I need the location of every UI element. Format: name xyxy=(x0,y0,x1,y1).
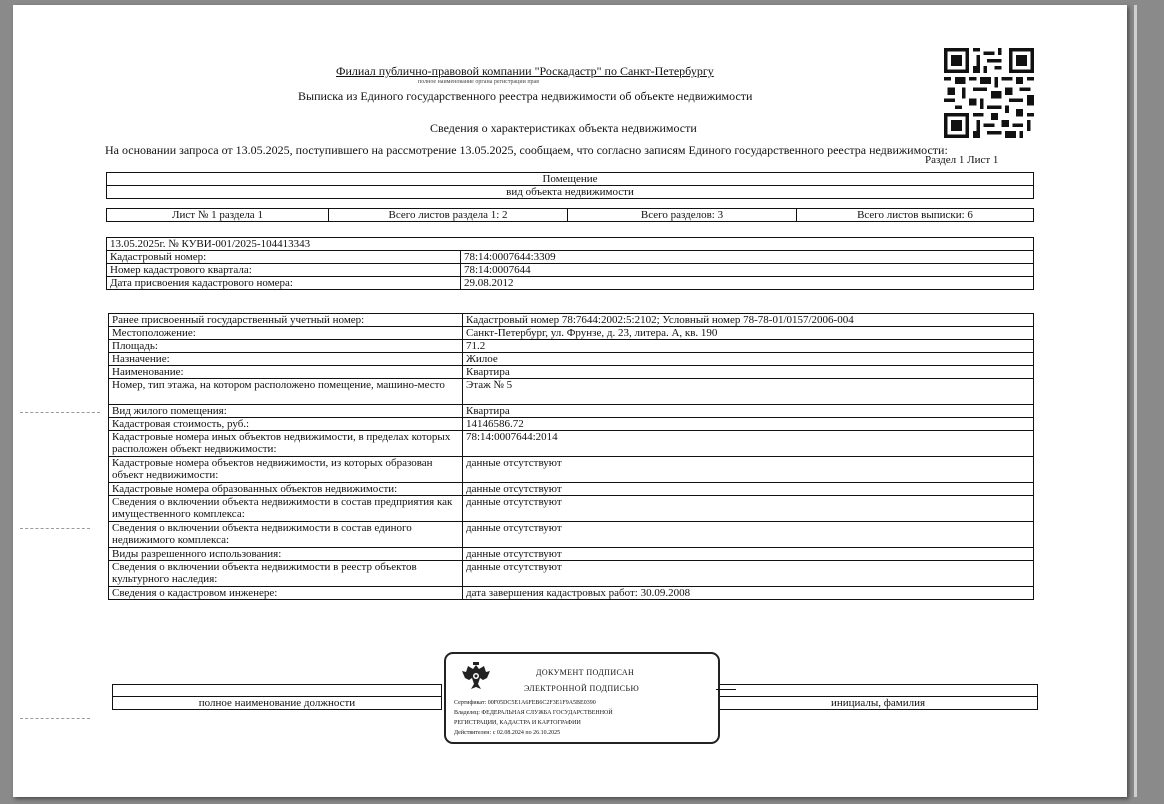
request-basis: На основании запроса от 13.05.2025, поступившего на рассмотрение 13.05.2025, сообщаем, что согласно записям Единого государственного реестра недвижимости: xyxy=(105,143,948,157)
electronic-signature-stamp xyxy=(444,652,720,744)
detail-label: Площадь: xyxy=(109,340,463,353)
stamp-validity: Действителен: с 02.08.2024 по 26.10.2025 xyxy=(454,730,561,736)
detail-label: Назначение: xyxy=(109,353,463,366)
detail-label: Наименование: xyxy=(109,366,463,379)
branch-caption: полное наименование органа регистрации прав xyxy=(418,79,540,85)
detail-label: Ранее присвоенный государственный учетный номер: xyxy=(109,314,463,327)
record-number: 13.05.2025г. № КУВИ-001/2025-104413343 xyxy=(107,238,1034,251)
detail-label: Кадастровые номера иных объектов недвижимости, в пределах которых расположен объект недвижимости: xyxy=(109,431,463,457)
detail-label: Кадастровые номера объектов недвижимости, из которых образован объект недвижимости: xyxy=(109,457,463,483)
sheets-in-section: Всего листов раздела 1: 2 xyxy=(329,209,568,222)
page-edge xyxy=(1134,5,1137,797)
branch-name: Филиал публично-правовой компании "Роскадастр" по Санкт-Петербургу xyxy=(336,64,714,78)
signature-position-box xyxy=(113,685,442,697)
detail-value: 71.2 xyxy=(463,340,1034,353)
scan-noise xyxy=(20,718,90,720)
detail-label: Сведения о включении объекта недвижимости в состав единого недвижимого комплекса: xyxy=(109,522,463,548)
stamp-line-1: ДОКУМЕНТ ПОДПИСАН xyxy=(536,668,635,677)
position-caption: полное наименование должности xyxy=(113,697,442,710)
record-label: Кадастровый номер: xyxy=(107,251,461,264)
object-type-caption: вид объекта недвижимости xyxy=(107,186,1034,199)
sheets-total: Всего листов выписки: 6 xyxy=(797,209,1034,222)
record-label: Дата присвоения кадастрового номера: xyxy=(107,277,461,290)
stamp-line-2: ЭЛЕКТРОННОЙ ПОДПИСЬЮ xyxy=(524,684,640,693)
detail-value: 78:14:0007644:2014 xyxy=(463,431,1034,457)
detail-label: Кадастровые номера образованных объектов недвижимости: xyxy=(109,483,463,496)
sheet-reference: Раздел 1 Лист 1 xyxy=(925,154,999,166)
sections-total: Всего разделов: 3 xyxy=(568,209,797,222)
detail-label: Сведения о кадастровом инженере: xyxy=(109,587,463,600)
scan-noise xyxy=(20,528,90,530)
stamp-owner-continued: РЕГИСТРАЦИИ, КАДАСТРА И КАРТОГРАФИИ xyxy=(454,720,581,726)
detail-value: Жилое xyxy=(463,353,1034,366)
record-label: Номер кадастрового квартала: xyxy=(107,264,461,277)
detail-value: Кадастровый номер 78:7644:2002:5:2102; Условный номер 78-78-01/0157/2006-004 xyxy=(463,314,1034,327)
object-type: Помещение xyxy=(107,173,1034,186)
record-value: 29.08.2012 xyxy=(461,277,1034,290)
detail-value: данные отсутствуют xyxy=(463,522,1034,548)
eagle-emblem-icon xyxy=(460,662,492,692)
detail-value: 14146586.72 xyxy=(463,418,1034,431)
detail-label: Вид жилого помещения: xyxy=(109,405,463,418)
detail-value: Этаж № 5 xyxy=(463,379,1034,405)
stamp-certificate: Сертификат: 00F05DC5E1A6FEB6C2F3E1F9A5BE0390 xyxy=(454,700,596,706)
detail-value: дата завершения кадастровых работ: 30.09.2008 xyxy=(463,587,1034,600)
stamp-owner: Владелец: ФЕДЕРАЛЬНАЯ СЛУЖБА ГОСУДАРСТВЕННОЙ xyxy=(454,710,613,716)
detail-label: Местоположение: xyxy=(109,327,463,340)
sheet-number: Лист № 1 раздела 1 xyxy=(107,209,329,222)
qr-code-icon xyxy=(944,48,1034,138)
name-caption: инициалы, фамилия xyxy=(719,697,1038,710)
detail-label: Номер, тип этажа, на котором расположено помещение, машино-место xyxy=(109,379,463,405)
detail-value: данные отсутствуют xyxy=(463,457,1034,483)
detail-value: данные отсутствуют xyxy=(463,496,1034,522)
record-value: 78:14:0007644:3309 xyxy=(461,251,1034,264)
detail-label: Кадастровая стоимость, руб.: xyxy=(109,418,463,431)
detail-label: Сведения о включении объекта недвижимости в реестр объектов культурного наследия: xyxy=(109,561,463,587)
detail-value: данные отсутствуют xyxy=(463,561,1034,587)
stamp-underline xyxy=(716,689,736,690)
detail-label: Виды разрешенного использования: xyxy=(109,548,463,561)
document-subtitle: Сведения о характеристиках объекта недвижимости xyxy=(430,121,697,135)
record-table xyxy=(106,237,1034,290)
document-title: Выписка из Единого государственного реестра недвижимости об объекте недвижимости xyxy=(298,89,753,103)
signature-name-box xyxy=(719,685,1038,697)
detail-label: Сведения о включении объекта недвижимости в состав предприятия как имущественного комплекса: xyxy=(109,496,463,522)
sheets-table xyxy=(106,208,1034,222)
detail-value: Санкт-Петербург, ул. Фрунзе, д. 23, литера. А, кв. 190 xyxy=(463,327,1034,340)
object-type-table xyxy=(106,172,1034,199)
record-value: 78:14:0007644 xyxy=(461,264,1034,277)
details-table xyxy=(108,313,1034,600)
detail-value: Квартира xyxy=(463,405,1034,418)
detail-value: Квартира xyxy=(463,366,1034,379)
detail-value: данные отсутствуют xyxy=(463,483,1034,496)
scan-noise xyxy=(20,412,100,414)
detail-value: данные отсутствуют xyxy=(463,548,1034,561)
